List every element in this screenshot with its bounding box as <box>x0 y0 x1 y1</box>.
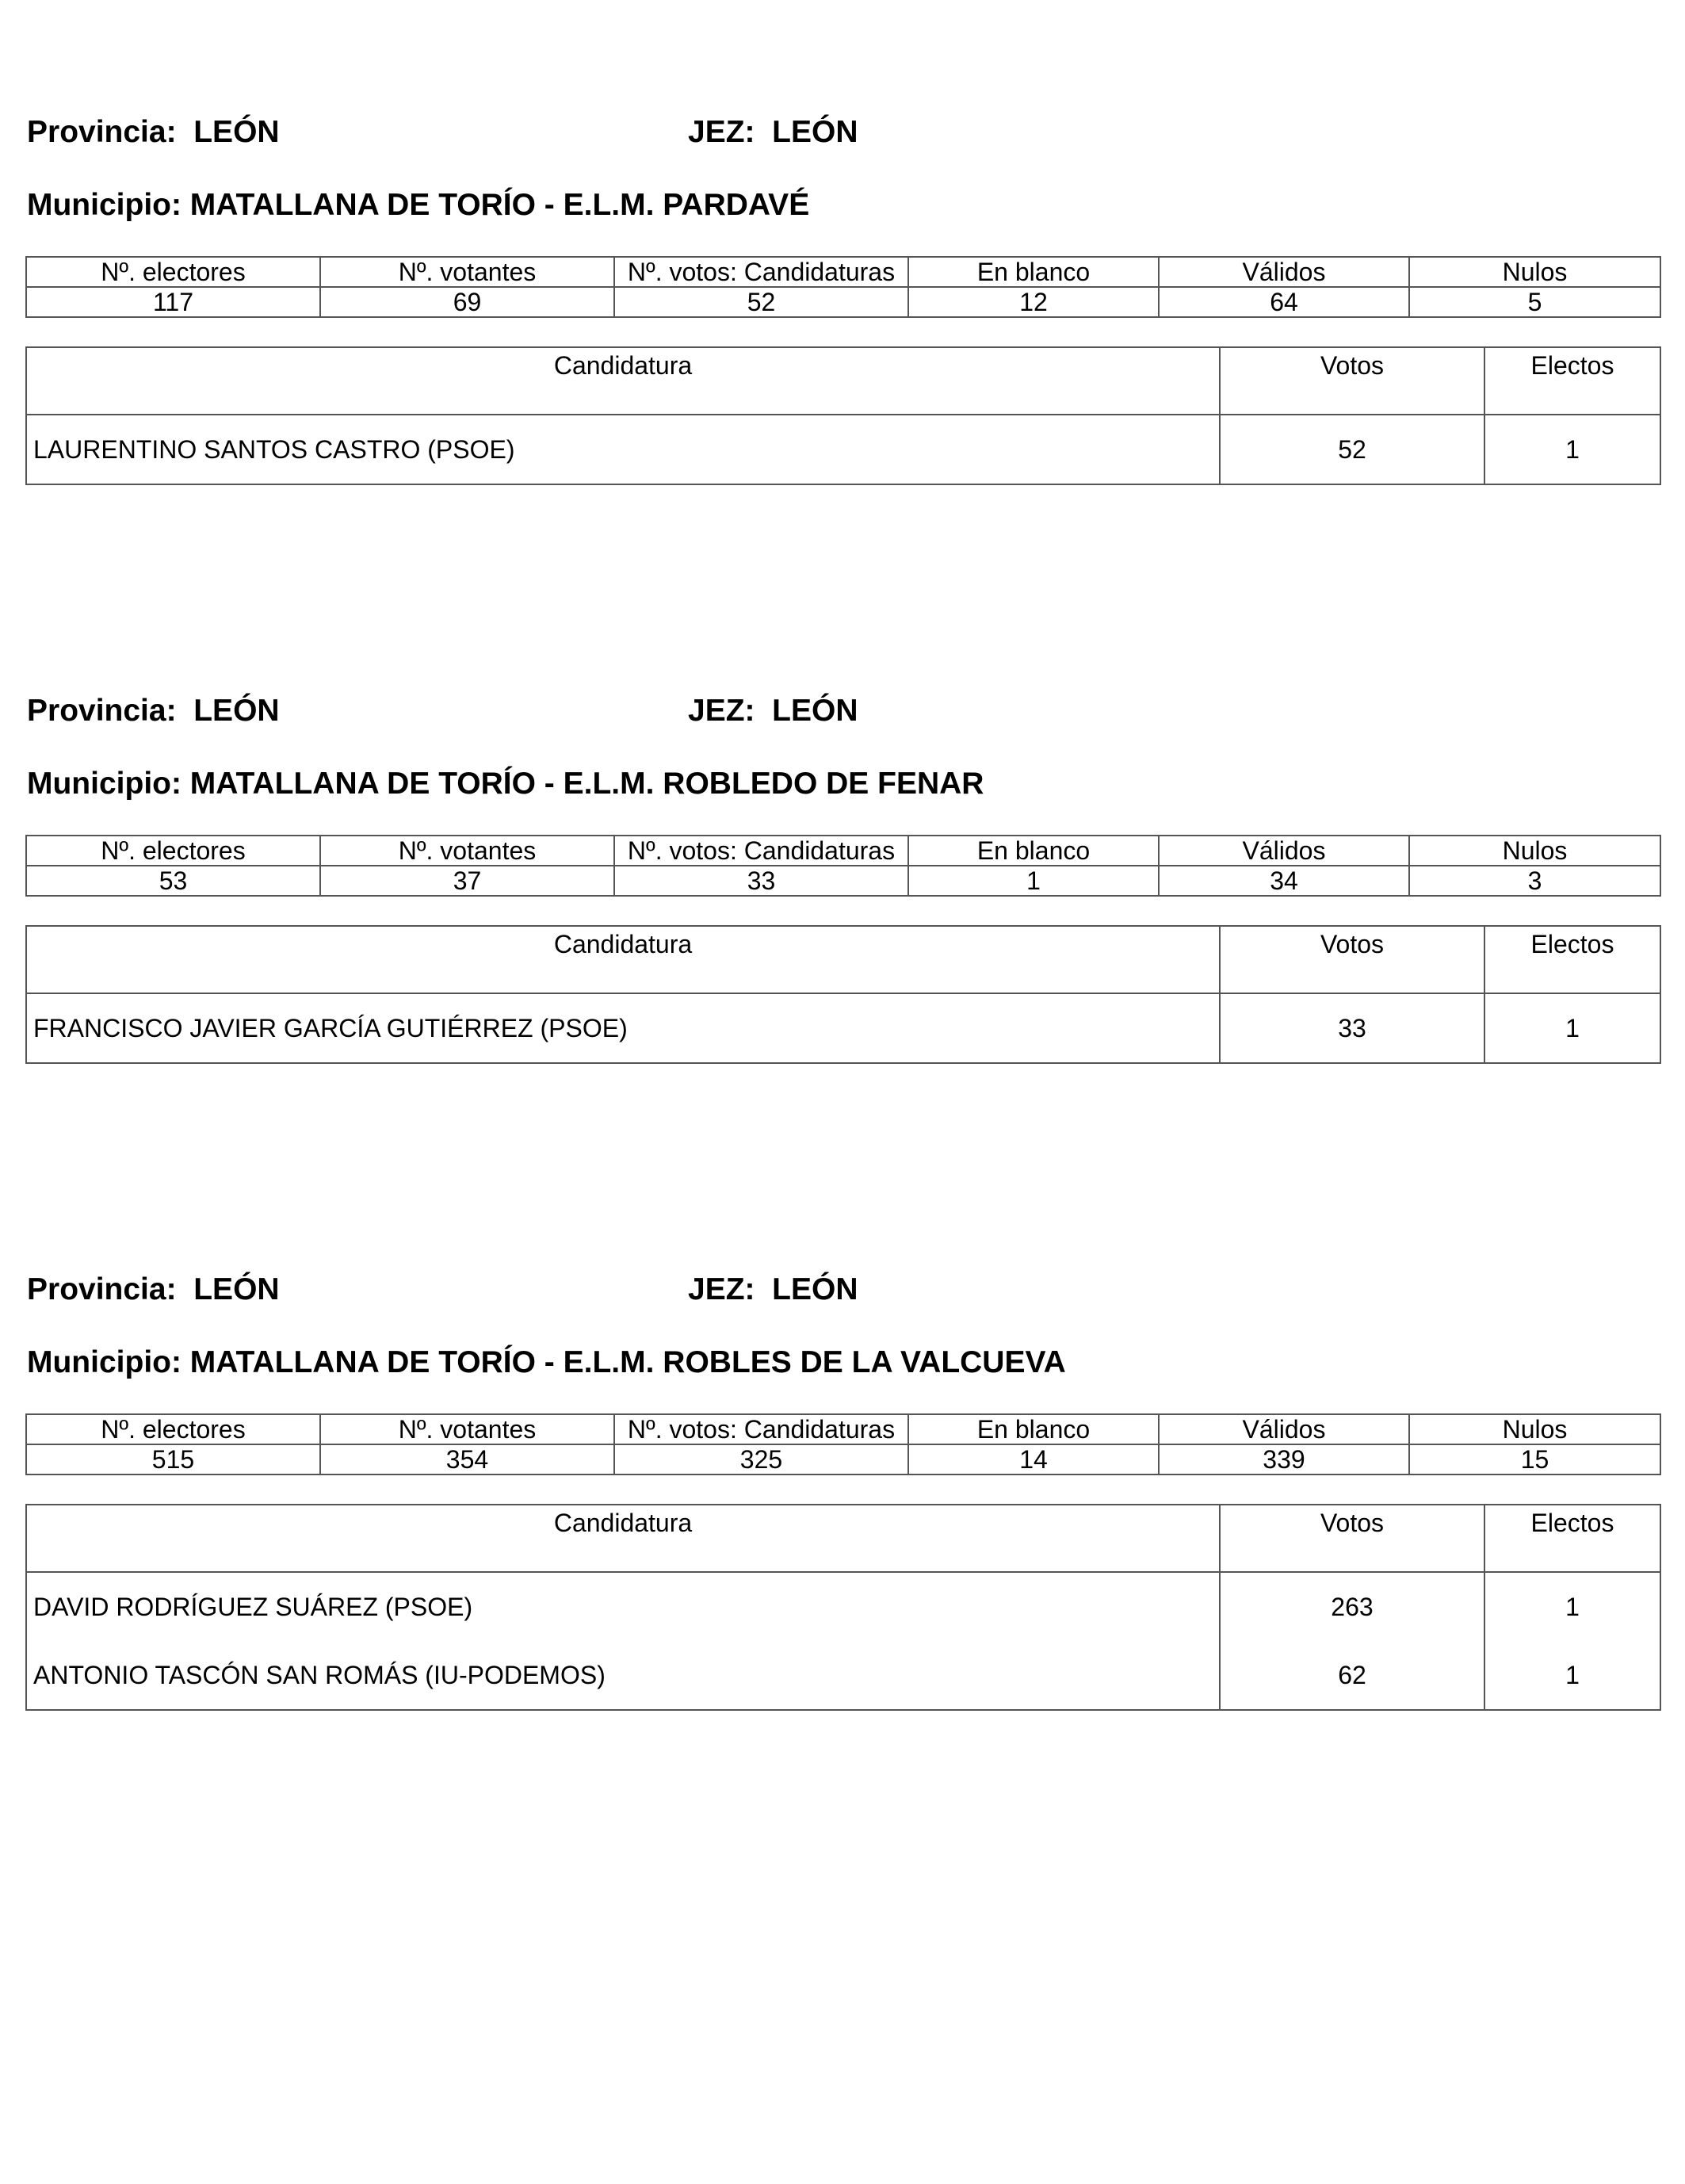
section-robles-de-la-valcueva <box>25 1272 1660 1689</box>
stats-header-row <box>26 257 1660 287</box>
candidates-table <box>25 1504 1661 1711</box>
candidate-electos: 1 <box>1484 1572 1660 1641</box>
candidates-table <box>25 346 1661 485</box>
section-pardave <box>25 115 1660 464</box>
header-candidatura: Candidatura <box>26 347 1220 415</box>
value-electores: 515 <box>26 1444 320 1474</box>
provincia-label: Provincia: LEÓN <box>27 115 280 149</box>
header-votos: Votos <box>1220 926 1484 993</box>
header-votantes: Nº. votantes <box>320 836 614 866</box>
stats-value-row <box>26 866 1660 896</box>
jez-label: JEZ: LEÓN <box>688 1272 858 1306</box>
header-nulos: Nulos <box>1409 257 1660 287</box>
value-votantes: 37 <box>320 866 614 896</box>
value-electores: 117 <box>26 287 320 317</box>
candidate-row <box>26 1572 1660 1641</box>
value-votos-candidaturas: 33 <box>614 866 908 896</box>
header-validos: Válidos <box>1159 836 1409 866</box>
header-validos: Válidos <box>1159 257 1409 287</box>
provincia-label: Provincia: LEÓN <box>27 1272 280 1306</box>
value-validos: 64 <box>1159 287 1409 317</box>
header-votos: Votos <box>1220 347 1484 415</box>
section-header <box>25 1272 1660 1320</box>
candidate-votos: 263 <box>1220 1572 1484 1641</box>
candidate-electos: 1 <box>1484 415 1660 484</box>
value-votantes: 69 <box>320 287 614 317</box>
municipio-title: Municipio: MATALLANA DE TORÍO - E.L.M. ROBLEDO DE FENAR <box>27 767 984 801</box>
header-validos: Válidos <box>1159 1414 1409 1444</box>
stats-value-row <box>26 1444 1660 1474</box>
value-votos-candidaturas: 325 <box>614 1444 908 1474</box>
candidate-electos: 1 <box>1484 993 1660 1063</box>
value-nulos: 3 <box>1409 866 1660 896</box>
header-electores: Nº. electores <box>26 257 320 287</box>
header-en-blanco: En blanco <box>908 1414 1159 1444</box>
header-votos-candidaturas: Nº. votos: Candidaturas <box>614 836 908 866</box>
stats-table <box>25 1413 1661 1475</box>
candidates-header-row <box>26 1505 1660 1572</box>
value-en-blanco: 12 <box>908 287 1159 317</box>
stats-table <box>25 256 1661 318</box>
candidates-header-row <box>26 926 1660 993</box>
candidate-name: ANTONIO TASCÓN SAN ROMÁS (IU-PODEMOS) <box>26 1641 1220 1710</box>
value-votantes: 354 <box>320 1444 614 1474</box>
header-en-blanco: En blanco <box>908 836 1159 866</box>
candidate-row <box>26 415 1660 484</box>
value-nulos: 15 <box>1409 1444 1660 1474</box>
candidate-row <box>26 993 1660 1063</box>
value-validos: 339 <box>1159 1444 1409 1474</box>
candidate-votos: 33 <box>1220 993 1484 1063</box>
header-votos-candidaturas: Nº. votos: Candidaturas <box>614 257 908 287</box>
stats-header-row <box>26 1414 1660 1444</box>
candidates-header-row <box>26 347 1660 415</box>
section-header <box>25 115 1660 163</box>
header-votantes: Nº. votantes <box>320 1414 614 1444</box>
value-en-blanco: 14 <box>908 1444 1159 1474</box>
jez-label: JEZ: LEÓN <box>688 115 858 149</box>
header-nulos: Nulos <box>1409 836 1660 866</box>
stats-value-row <box>26 287 1660 317</box>
candidate-name: LAURENTINO SANTOS CASTRO (PSOE) <box>26 415 1220 484</box>
stats-table <box>25 835 1661 897</box>
header-candidatura: Candidatura <box>26 926 1220 993</box>
value-en-blanco: 1 <box>908 866 1159 896</box>
provincia-label: Provincia: LEÓN <box>27 694 280 728</box>
candidate-electos: 1 <box>1484 1641 1660 1710</box>
candidates-table <box>25 925 1661 1064</box>
header-electores: Nº. electores <box>26 1414 320 1444</box>
value-votos-candidaturas: 52 <box>614 287 908 317</box>
header-electos: Electos <box>1484 347 1660 415</box>
stats-header-row <box>26 836 1660 866</box>
candidate-name: DAVID RODRÍGUEZ SUÁREZ (PSOE) <box>26 1572 1220 1641</box>
header-electores: Nº. electores <box>26 836 320 866</box>
candidate-votos: 52 <box>1220 415 1484 484</box>
header-nulos: Nulos <box>1409 1414 1660 1444</box>
section-header <box>25 694 1660 741</box>
value-electores: 53 <box>26 866 320 896</box>
candidate-votos: 62 <box>1220 1641 1484 1710</box>
header-electos: Electos <box>1484 926 1660 993</box>
header-en-blanco: En blanco <box>908 257 1159 287</box>
municipio-title: Municipio: MATALLANA DE TORÍO - E.L.M. ROBLES DE LA VALCUEVA <box>27 1345 1066 1379</box>
header-electos: Electos <box>1484 1505 1660 1572</box>
header-votantes: Nº. votantes <box>320 257 614 287</box>
header-votos: Votos <box>1220 1505 1484 1572</box>
header-votos-candidaturas: Nº. votos: Candidaturas <box>614 1414 908 1444</box>
candidate-name: FRANCISCO JAVIER GARCÍA GUTIÉRREZ (PSOE) <box>26 993 1220 1063</box>
value-nulos: 5 <box>1409 287 1660 317</box>
section-robledo-de-fenar <box>25 694 1660 1042</box>
municipio-title: Municipio: MATALLANA DE TORÍO - E.L.M. PARDAVÉ <box>27 188 810 222</box>
header-candidatura: Candidatura <box>26 1505 1220 1572</box>
value-validos: 34 <box>1159 866 1409 896</box>
jez-label: JEZ: LEÓN <box>688 694 858 728</box>
candidate-row <box>26 1641 1660 1710</box>
